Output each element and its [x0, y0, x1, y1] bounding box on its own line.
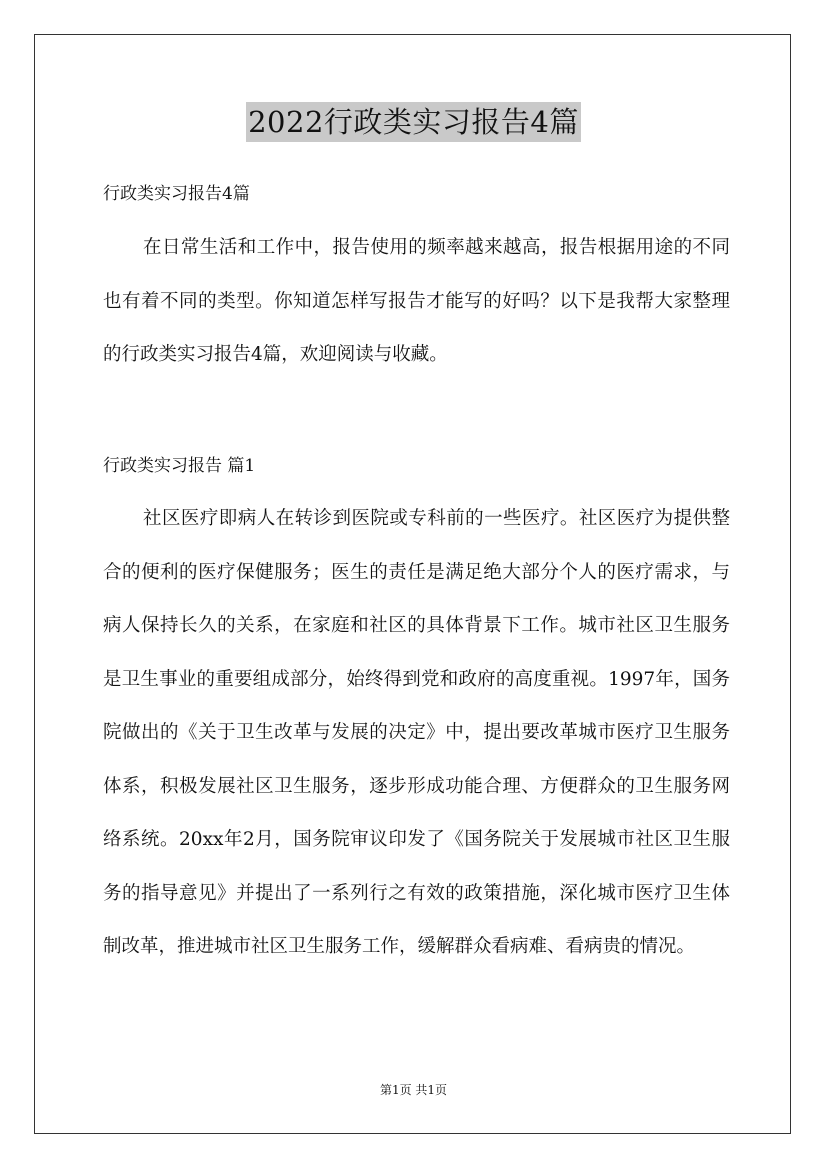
page-footer: 第1页 共1页: [379, 1083, 448, 1097]
intro-paragraph: 在日常生活和工作中，报告使用的频率越来越高，报告根据用途的不同也有着不同的类型。你知道怎样写报告才能写的好吗？以下是我帮大家整理的行政类实习报告4篇，欢迎阅读与收藏。: [103, 237, 730, 365]
document-subtitle: 行政类实习报告4篇: [103, 184, 250, 204]
title-container: [0, 102, 827, 142]
section-body-1: 社区医疗即病人在转诊到医院或专科前的一些医疗。社区医疗为提供整合的便利的医疗保健服务；医生的责任是满足绝大部分个人的医疗需求，与病人保持长久的关系，在家庭和社区的具体背景下工作。城市社区卫生服务是卫生事业的重要组成部分，始终得到党和政府的高度重视。1997年，国务院做出的《关于卫生改革与发展的决定》中，提出要改革城市医疗卫生服务体系，积极发展社区卫生服务，逐步形成功能合理、方便群众的卫生服务网络系统。20xx年2月，国务院审议印发了《国务院关于发展城市社区卫生服务的指导意见》并提出了一系列行之有效的政策措施，深化城市医疗卫生体制改革，推进城市社区卫生服务工作，缓解群众看病难、看病贵的情况。: [103, 508, 730, 957]
section-heading-1: 行政类实习报告 篇1: [103, 456, 256, 476]
document-title: 2022行政类实习报告4篇: [246, 102, 581, 142]
